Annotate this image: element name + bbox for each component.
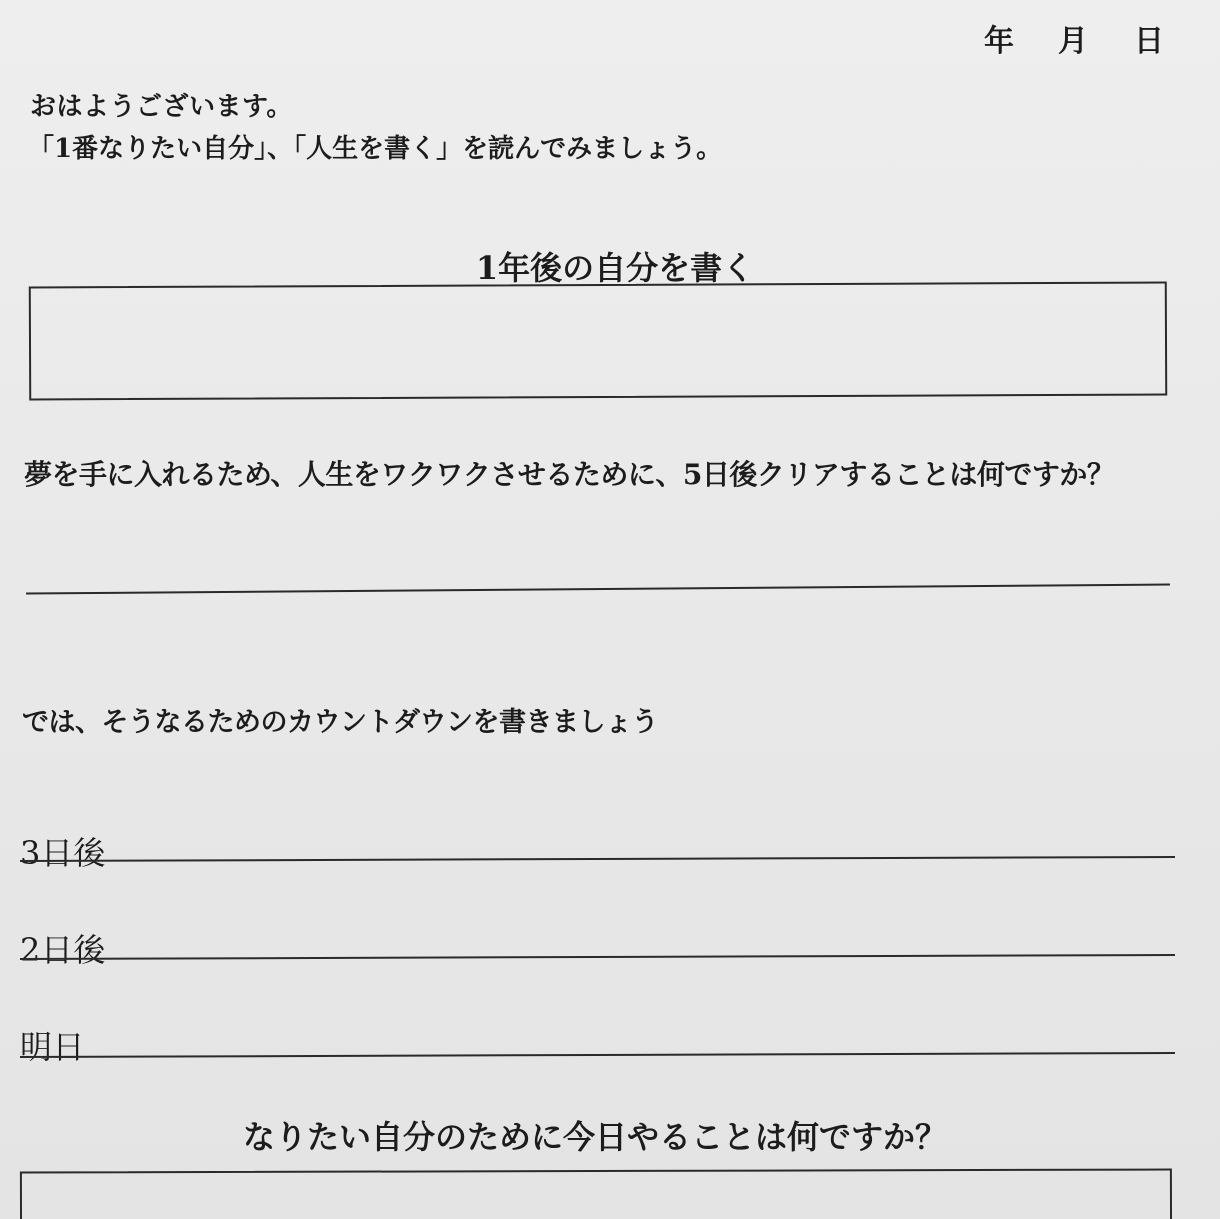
one-year-heading: 1年後の自分を書く bbox=[475, 249, 755, 287]
five-day-answer-line[interactable] bbox=[26, 584, 1170, 595]
instruction-text: 「1番なりたい自分」、「人生を書く」を読んでみましょう。 bbox=[28, 134, 723, 164]
today-answer-box[interactable] bbox=[20, 1168, 1172, 1219]
countdown-row-2days-line[interactable] bbox=[20, 954, 1175, 960]
countdown-prompt-text: では、そうなるためのカウントダウンを書きましょう bbox=[22, 707, 658, 738]
countdown-row-3days-line[interactable] bbox=[20, 856, 1175, 862]
date-day-label: 日 bbox=[1134, 24, 1164, 59]
date-year-label: 年 bbox=[984, 24, 1014, 59]
countdown-row-tomorrow-line[interactable] bbox=[20, 1052, 1175, 1058]
countdown-row-tomorrow-label: 明日 bbox=[20, 1028, 86, 1066]
countdown-row-2days-label: 2日後 bbox=[20, 931, 106, 969]
today-heading: なりたい自分のために今日やることは何ですか？ bbox=[242, 1118, 947, 1156]
date-month-label: 月 bbox=[1058, 24, 1088, 59]
five-day-question-text: 夢を手に入れるため、人生をワクワクさせるために、5日後クリアすることは何ですか？ bbox=[24, 458, 1115, 491]
one-year-answer-box[interactable] bbox=[29, 282, 1167, 401]
greeting-text: おはようございます。 bbox=[30, 92, 293, 122]
countdown-row-3days-label: 3日後 bbox=[20, 834, 106, 872]
